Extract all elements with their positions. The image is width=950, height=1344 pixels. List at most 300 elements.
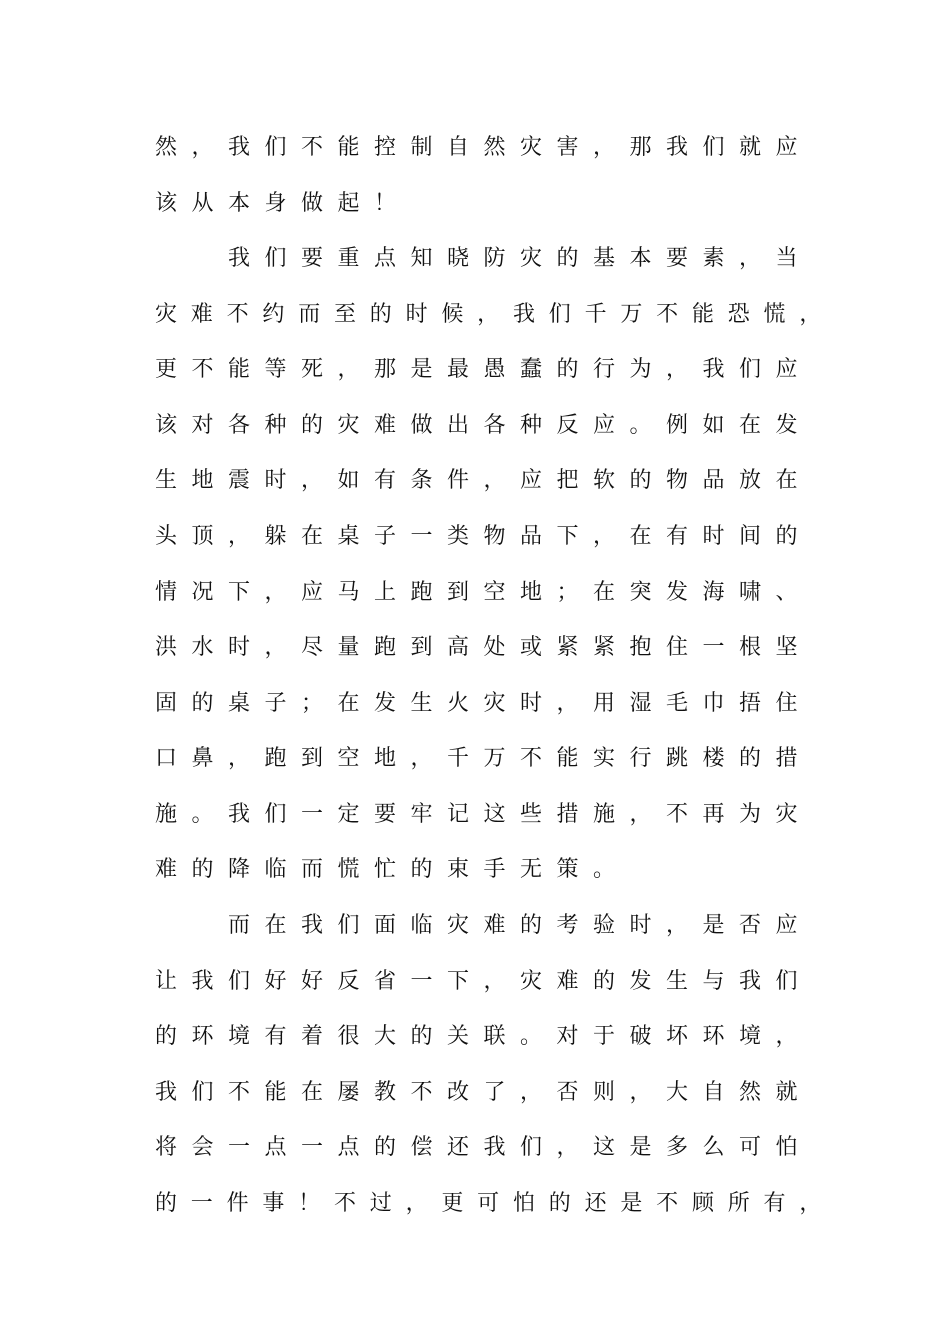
text-char: 不: [228, 1079, 251, 1105]
text-char: 要: [374, 801, 397, 827]
text-line: [155, 184, 835, 218]
text-char: 临: [264, 856, 287, 882]
text-char: 事: [262, 1190, 285, 1216]
text-char: 不: [656, 1190, 679, 1216]
text-char: 一: [301, 801, 324, 827]
text-char: 们: [264, 245, 287, 271]
text-char: 是: [410, 356, 433, 382]
text-char: 灾: [337, 412, 360, 438]
text-char: 生: [155, 467, 178, 493]
text-char: 要: [301, 245, 324, 271]
text-char: 顶: [191, 523, 214, 549]
text-char: 万: [620, 301, 643, 327]
text-char: 知: [410, 245, 433, 271]
text-char: 教: [374, 1079, 397, 1105]
text-char: 屡: [337, 1079, 360, 1105]
text-line: [228, 906, 908, 940]
text-char: 一: [410, 523, 433, 549]
text-char: 做: [410, 412, 433, 438]
text-line: [155, 295, 835, 329]
text-line: [155, 684, 835, 718]
text-char: 实: [593, 745, 616, 771]
text-char: 高: [447, 634, 470, 660]
text-char: 的: [155, 1190, 178, 1216]
text-char: 本: [228, 190, 251, 216]
text-char: 自: [702, 1079, 725, 1105]
text-char: 空: [483, 579, 506, 605]
text-line: [155, 1128, 835, 1162]
text-char: 啸: [739, 579, 762, 605]
text-char: 境: [228, 1023, 251, 1049]
text-char: ，: [666, 356, 689, 382]
text-char: 有: [264, 1023, 287, 1049]
text-char: ，: [301, 467, 324, 493]
text-char: ，: [799, 1190, 822, 1216]
text-char: 面: [374, 912, 397, 938]
text-char: 我: [483, 1134, 506, 1160]
text-char: 我: [228, 134, 251, 160]
text-char: 躲: [264, 523, 287, 549]
text-char: 的: [374, 1134, 397, 1160]
text-char: 一: [228, 1134, 251, 1160]
text-char: 还: [584, 1190, 607, 1216]
text-char: 环: [191, 1023, 214, 1049]
text-char: 慌: [763, 301, 786, 327]
text-char: 顾: [691, 1190, 714, 1216]
text-line: [155, 350, 835, 384]
text-line: [155, 461, 835, 495]
text-char: 根: [739, 634, 762, 660]
text-char: ，: [629, 801, 652, 827]
text-char: 措: [775, 745, 798, 771]
text-char: 则: [593, 1079, 616, 1105]
text-char: 能: [691, 301, 714, 327]
text-char: 而: [228, 912, 251, 938]
text-char: ，: [483, 467, 506, 493]
text-char: 至: [333, 301, 356, 327]
text-line: [155, 517, 835, 551]
text-char: 坚: [775, 634, 798, 660]
text-char: 不: [410, 1079, 433, 1105]
text-char: 我: [228, 801, 251, 827]
text-char: 的: [629, 467, 652, 493]
text-char: 死: [301, 356, 324, 382]
text-char: ！: [298, 1190, 321, 1216]
text-char: 将: [155, 1134, 178, 1160]
text-char: 该: [155, 190, 178, 216]
text-char: 地: [191, 467, 214, 493]
text-char: 对: [191, 412, 214, 438]
text-char: 的: [775, 523, 798, 549]
text-char: 不: [301, 134, 324, 160]
text-char: 发: [629, 968, 652, 994]
text-char: 这: [483, 801, 506, 827]
text-char: 时: [405, 301, 428, 327]
text-char: 生: [666, 968, 689, 994]
text-char: 在: [739, 412, 762, 438]
text-char: 晓: [447, 245, 470, 271]
text-char: 下: [228, 579, 251, 605]
text-char: 发: [374, 690, 397, 716]
text-char: 策: [556, 856, 579, 882]
text-char: ；: [301, 690, 324, 716]
text-char: 多: [666, 1134, 689, 1160]
text-char: 鼻: [191, 745, 214, 771]
text-char: 牢: [410, 801, 433, 827]
text-char: 环: [702, 1023, 725, 1049]
text-char: 难: [483, 912, 506, 938]
text-char: 灾: [520, 134, 543, 160]
text-char: 然: [483, 134, 506, 160]
text-char: ，: [556, 690, 579, 716]
text-char: 子: [264, 690, 287, 716]
text-line: [155, 1073, 835, 1107]
text-char: 子: [374, 523, 397, 549]
text-char: 会: [191, 1134, 214, 1160]
text-char: 能: [228, 356, 251, 382]
text-char: 到: [447, 579, 470, 605]
text-char: 大: [666, 1079, 689, 1105]
text-char: 发: [666, 579, 689, 605]
text-char: 怕: [775, 1134, 798, 1160]
text-char: ，: [556, 1134, 579, 1160]
text-char: 该: [155, 412, 178, 438]
text-char: 而: [301, 856, 324, 882]
text-char: 的: [410, 856, 433, 882]
text-char: ！: [374, 190, 397, 216]
text-char: 这: [593, 1134, 616, 1160]
text-char: 可: [477, 1190, 500, 1216]
text-line: [155, 128, 835, 162]
text-char: 上: [374, 579, 397, 605]
text-char: 我: [512, 301, 535, 327]
text-char: 能: [556, 745, 579, 771]
text-char: 考: [556, 912, 579, 938]
text-char: 在: [775, 467, 798, 493]
text-char: 点: [374, 245, 397, 271]
text-char: 了: [483, 1079, 506, 1105]
text-char: 们: [702, 134, 725, 160]
text-char: 用: [593, 690, 616, 716]
text-char: 能: [264, 1079, 287, 1105]
text-char: 而: [298, 301, 321, 327]
text-char: 么: [702, 1134, 725, 1160]
text-char: 们: [191, 1079, 214, 1105]
text-char: ，: [483, 968, 506, 994]
text-char: 再: [702, 801, 725, 827]
text-line: [155, 628, 835, 662]
text-char: 海: [702, 579, 725, 605]
text-char: 固: [155, 690, 178, 716]
text-char: 。: [629, 412, 652, 438]
text-char: 各: [483, 412, 506, 438]
text-char: 不: [226, 301, 249, 327]
text-char: ；: [556, 579, 579, 605]
text-char: 的: [593, 968, 616, 994]
text-char: 要: [666, 245, 689, 271]
text-char: 素: [702, 245, 725, 271]
text-char: 有: [763, 1190, 786, 1216]
text-char: 一: [190, 1190, 213, 1216]
text-char: 不: [520, 745, 543, 771]
text-char: 情: [155, 579, 178, 605]
text-char: 一: [301, 1134, 324, 1160]
text-char: 紧: [593, 634, 616, 660]
text-char: 可: [739, 1134, 762, 1160]
text-char: 们: [775, 968, 798, 994]
text-char: 应: [775, 912, 798, 938]
text-char: 大: [374, 1023, 397, 1049]
text-char: 忙: [374, 856, 397, 882]
text-char: 们: [520, 1134, 543, 1160]
text-char: 们: [548, 301, 571, 327]
text-char: 行: [593, 356, 616, 382]
text-char: 的: [548, 1190, 571, 1216]
text-char: 那: [374, 356, 397, 382]
text-char: 下: [556, 523, 579, 549]
text-char: 的: [191, 856, 214, 882]
text-line: [155, 1017, 835, 1051]
text-char: ，: [477, 301, 500, 327]
text-char: 把: [556, 467, 579, 493]
text-char: 措: [556, 801, 579, 827]
text-char: 就: [739, 134, 762, 160]
text-char: 我: [191, 968, 214, 994]
text-char: 在: [593, 579, 616, 605]
text-line: [155, 739, 835, 773]
text-char: 巾: [702, 690, 725, 716]
text-char: 本: [629, 245, 652, 271]
text-char: 物: [666, 467, 689, 493]
text-char: 我: [301, 912, 324, 938]
text-char: 改: [447, 1079, 470, 1105]
text-char: 处: [483, 634, 506, 660]
text-char: 不: [666, 801, 689, 827]
text-char: 如: [337, 467, 360, 493]
text-char: 起: [337, 190, 360, 216]
text-char: 施: [593, 801, 616, 827]
text-char: 在: [629, 523, 652, 549]
text-char: 境: [739, 1023, 762, 1049]
text-char: 行: [629, 745, 652, 771]
text-char: 地: [520, 579, 543, 605]
text-char: 时: [228, 634, 251, 660]
text-char: 做: [301, 190, 324, 216]
text-char: 有: [666, 523, 689, 549]
text-char: 住: [666, 634, 689, 660]
text-char: 着: [301, 1023, 324, 1049]
text-char: 种: [264, 412, 287, 438]
text-char: 时: [264, 467, 287, 493]
text-char: 到: [410, 634, 433, 660]
text-char: 跳: [666, 745, 689, 771]
text-char: 灾: [155, 301, 178, 327]
text-char: 如: [702, 412, 725, 438]
text-char: 抱: [629, 634, 652, 660]
text-char: 地: [374, 745, 397, 771]
text-char: 或: [520, 634, 543, 660]
text-char: 况: [191, 579, 214, 605]
text-line: [155, 962, 835, 996]
text-char: 反: [556, 412, 579, 438]
text-char: 点: [264, 1134, 287, 1160]
text-char: 出: [447, 412, 470, 438]
text-char: ，: [228, 523, 251, 549]
text-char: 我: [666, 134, 689, 160]
text-char: 当: [775, 245, 798, 271]
text-char: 时: [520, 690, 543, 716]
text-char: 桌: [228, 690, 251, 716]
text-char: 口: [155, 745, 178, 771]
text-char: 。: [191, 801, 214, 827]
text-char: 的: [369, 301, 392, 327]
text-char: 所: [727, 1190, 750, 1216]
text-char: 临: [410, 912, 433, 938]
text-char: 条: [410, 467, 433, 493]
text-char: 洪: [155, 634, 178, 660]
text-char: 然: [739, 1079, 762, 1105]
text-char: 马: [337, 579, 360, 605]
text-char: 尽: [301, 634, 324, 660]
text-char: 的: [520, 912, 543, 938]
text-char: 在: [301, 1079, 324, 1105]
text-char: 们: [739, 356, 762, 382]
text-char: 灾: [775, 801, 798, 827]
text-char: 生: [410, 690, 433, 716]
text-char: 对: [556, 1023, 579, 1049]
text-char: 于: [593, 1023, 616, 1049]
text-char: 联: [483, 1023, 506, 1049]
text-char: 在: [301, 523, 324, 549]
text-char: 为: [739, 801, 762, 827]
text-char: 件: [447, 467, 470, 493]
text-char: 我: [739, 968, 762, 994]
text-char: 住: [775, 690, 798, 716]
text-char: 偿: [410, 1134, 433, 1160]
text-char: 一: [702, 634, 725, 660]
text-char: 的: [155, 1023, 178, 1049]
text-char: 点: [337, 1134, 360, 1160]
text-char: 跑: [374, 634, 397, 660]
text-char: 时: [629, 912, 652, 938]
text-char: 不: [333, 1190, 356, 1216]
text-char: 万: [483, 745, 506, 771]
text-char: 的: [739, 745, 762, 771]
text-char: 紧: [556, 634, 579, 660]
text-char: 不: [656, 301, 679, 327]
text-char: 身: [264, 190, 287, 216]
text-char: 桌: [337, 523, 360, 549]
text-char: 害: [556, 134, 579, 160]
text-char: 是: [620, 1190, 643, 1216]
text-char: 愚: [483, 356, 506, 382]
text-char: 基: [593, 245, 616, 271]
text-char: 时: [702, 523, 725, 549]
text-char: 验: [593, 912, 616, 938]
text-char: 空: [337, 745, 360, 771]
text-char: 在: [264, 912, 287, 938]
text-char: ，: [666, 912, 689, 938]
text-char: 我: [155, 1079, 178, 1105]
text-char: 一: [410, 968, 433, 994]
text-char: 震: [228, 467, 251, 493]
text-char: 到: [301, 745, 324, 771]
text-char: ，: [264, 579, 287, 605]
text-char: 好: [264, 968, 287, 994]
text-char: 过: [369, 1190, 392, 1216]
text-char: 各: [228, 412, 251, 438]
text-char: 慌: [337, 856, 360, 882]
text-char: 施: [155, 801, 178, 827]
text-char: 应: [593, 412, 616, 438]
text-line: [155, 795, 835, 829]
text-char: 的: [191, 690, 214, 716]
text-line: [155, 573, 835, 607]
text-char: 的: [556, 356, 579, 382]
text-char: ，: [228, 745, 251, 771]
text-char: 降: [228, 856, 251, 882]
text-char: 否: [556, 1079, 579, 1105]
text-char: ，: [520, 1079, 543, 1105]
text-char: 控: [374, 134, 397, 160]
text-char: ，: [799, 301, 822, 327]
text-char: 难: [374, 412, 397, 438]
text-char: 最: [447, 356, 470, 382]
text-char: ，: [191, 134, 214, 160]
text-char: 们: [228, 968, 251, 994]
text-char: 间: [739, 523, 762, 549]
text-char: 们: [337, 912, 360, 938]
text-char: 反: [337, 968, 360, 994]
text-char: ，: [739, 245, 762, 271]
text-char: 难: [155, 856, 178, 882]
text-char: 束: [447, 856, 470, 882]
text-char: 灾: [520, 968, 543, 994]
text-char: 重: [337, 245, 360, 271]
text-char: 应: [775, 134, 798, 160]
text-char: 那: [629, 134, 652, 160]
text-char: 放: [739, 467, 762, 493]
text-char: 千: [447, 745, 470, 771]
text-char: 的: [301, 412, 324, 438]
text-char: 楼: [702, 745, 725, 771]
text-char: 坏: [666, 1023, 689, 1049]
text-line: [155, 850, 835, 884]
text-char: 例: [666, 412, 689, 438]
text-char: ，: [264, 634, 287, 660]
text-char: 跑: [410, 579, 433, 605]
text-char: 应: [775, 356, 798, 382]
text-char: 制: [410, 134, 433, 160]
text-char: 软: [593, 467, 616, 493]
text-char: 从: [191, 190, 214, 216]
text-char: 应: [301, 579, 324, 605]
text-char: 有: [374, 467, 397, 493]
text-char: 我: [228, 245, 251, 271]
text-char: 手: [483, 856, 506, 882]
text-char: 好: [301, 968, 324, 994]
text-char: 灾: [520, 245, 543, 271]
text-char: 在: [337, 690, 360, 716]
text-char: 防: [483, 245, 506, 271]
text-char: 火: [447, 690, 470, 716]
text-char: 是: [629, 1134, 652, 1160]
text-char: 。: [593, 856, 616, 882]
text-char: 就: [775, 1079, 798, 1105]
text-char: 记: [447, 801, 470, 827]
text-char: 们: [264, 134, 287, 160]
text-char: 湿: [629, 690, 652, 716]
